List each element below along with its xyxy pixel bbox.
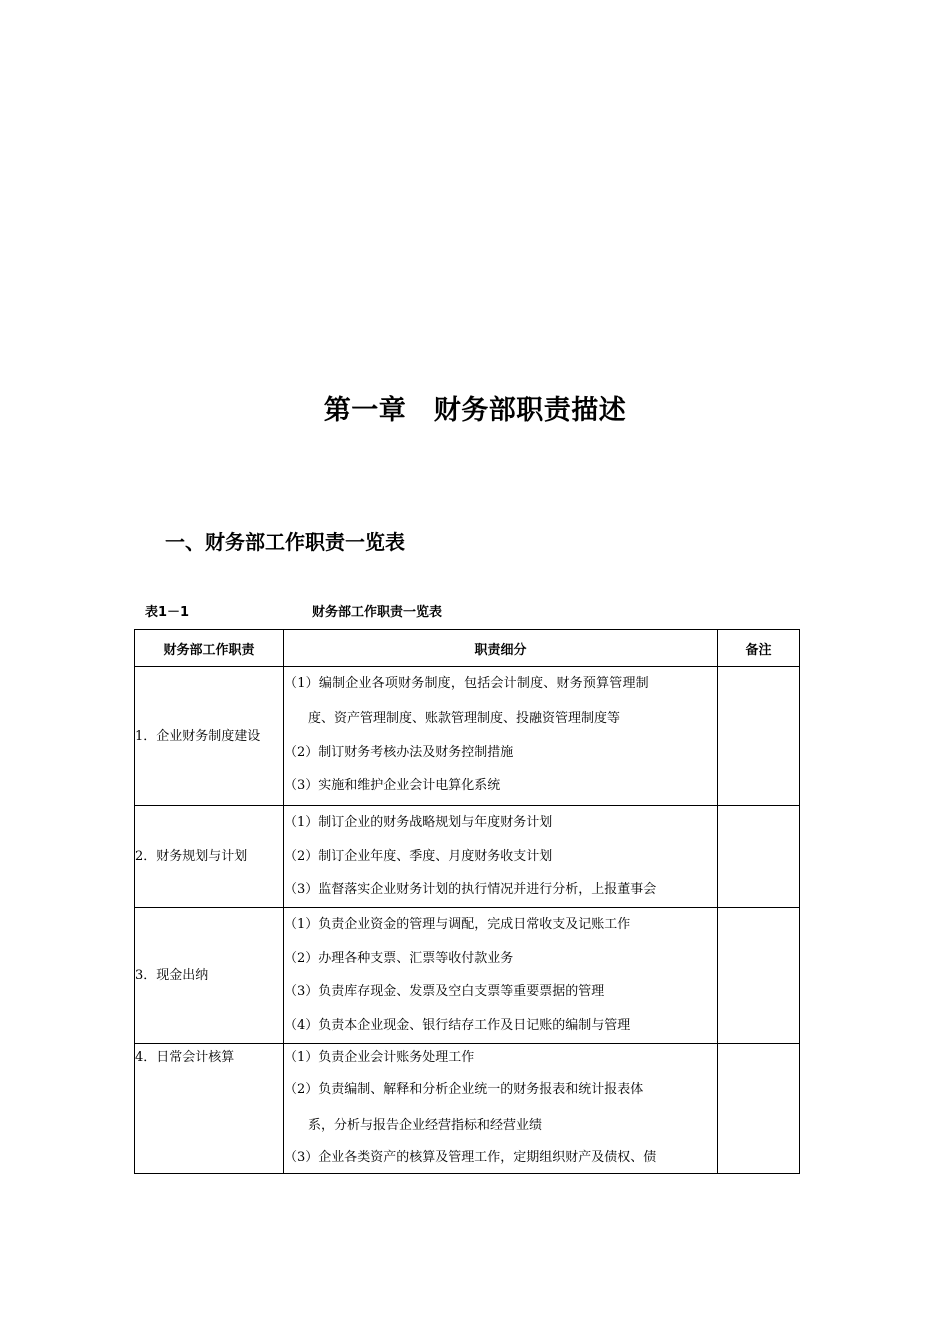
- detail-item: （3）企业各类资产的核算及管理工作，定期组织财产及债权、债: [284, 1150, 657, 1165]
- header-remark: 备注: [718, 630, 800, 667]
- duty-details: [284, 1044, 718, 1174]
- table-number: 表1－1: [145, 605, 190, 620]
- duty-table: [134, 629, 800, 1174]
- detail-item: （3）监督落实企业财务计划的执行情况并进行分析，上报董事会: [284, 882, 657, 897]
- detail-item: （3）负责库存现金、发票及空白支票等重要票据的管理: [284, 984, 605, 999]
- duty-details: [284, 908, 718, 1044]
- duty-name: 4．日常会计核算: [135, 1044, 284, 1174]
- detail-item: （1）编制企业各项财务制度，包括会计制度、财务预算管理制: [284, 676, 649, 691]
- detail-item: （2）制订财务考核办法及财务控制措施: [284, 744, 514, 760]
- table-caption: 财务部工作职责一览表: [312, 605, 443, 620]
- detail-item: （2）办理各种支票、汇票等收付款业务: [284, 950, 514, 966]
- remark-cell: [718, 667, 800, 806]
- chapter-title: 第一章 财务部职责描述: [323, 395, 627, 426]
- header-details: 职责细分: [284, 630, 718, 667]
- detail-item: （2）负责编制、解释和分析企业统一的财务报表和统计报表体: [284, 1082, 644, 1097]
- table-row: [135, 1044, 800, 1174]
- remark-cell: [718, 806, 800, 908]
- duty-name: 1．企业财务制度建设: [135, 667, 284, 806]
- detail-item-continued: 系，分析与报告企业经营指标和经营业绩: [308, 1118, 543, 1133]
- detail-item: （1）制订企业的财务战略规划与年度财务计划: [284, 815, 553, 830]
- duty-details: [284, 667, 718, 806]
- duty-name: 2．财务规划与计划: [135, 806, 284, 908]
- detail-item-continued: 度、资产管理制度、账款管理制度、投融资管理制度等: [308, 710, 621, 726]
- table-row: [135, 667, 800, 806]
- remark-cell: [718, 1044, 800, 1174]
- table-row: [135, 908, 800, 1044]
- duty-name: 3．现金出纳: [135, 908, 284, 1044]
- table-row: [135, 806, 800, 908]
- section-heading: 一、财务部工作职责一览表: [165, 530, 405, 554]
- table-header-row: [135, 630, 800, 667]
- detail-item: （1）负责企业会计账务处理工作: [284, 1050, 475, 1065]
- detail-item: （4）负责本企业现金、银行结存工作及日记账的编制与管理: [284, 1017, 631, 1033]
- duty-details: [284, 806, 718, 908]
- remark-cell: [718, 908, 800, 1044]
- detail-item: （1）负责企业资金的管理与调配，完成日常收支及记账工作: [284, 917, 631, 932]
- detail-item: （3）实施和维护企业会计电算化系统: [284, 778, 501, 793]
- header-duty: 财务部工作职责: [135, 630, 284, 667]
- detail-item: （2）制订企业年度、季度、月度财务收支计划: [284, 848, 553, 864]
